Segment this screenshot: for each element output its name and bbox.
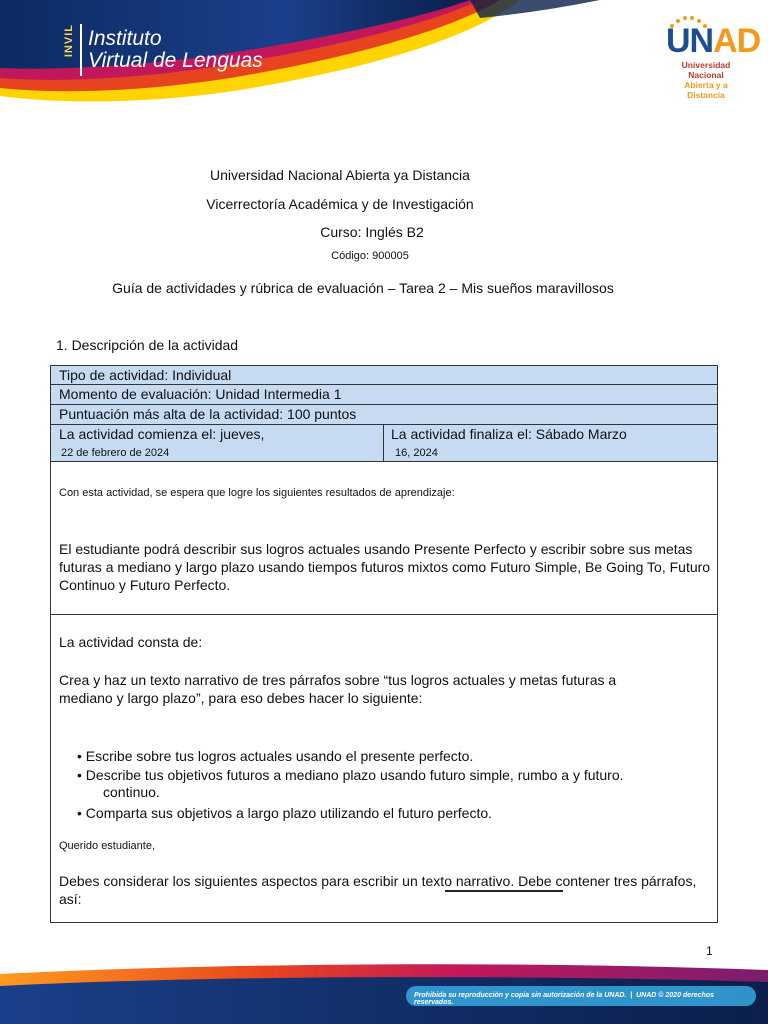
- row-activity-type: [51, 366, 717, 385]
- dates-divider: [383, 425, 384, 461]
- footer-right-text: UNAD © 2020 derechos reservados.: [414, 992, 715, 1006]
- row-max-score: [51, 405, 717, 425]
- end-date: 16, 2024: [395, 447, 438, 459]
- footer-text: Prohibida su reproducción y copia sin autorización de la UNAD. | UNAD © 2020 derechos reservados.: [414, 992, 715, 1006]
- unad-wordmark-ad: AD: [713, 22, 761, 60]
- activity-type-text: Tipo de actividad: Individual: [59, 367, 232, 383]
- row-dates: [51, 425, 717, 462]
- unad-subtitle-2: Abierta y a Distancia: [684, 80, 728, 100]
- course-title: Curso: Inglés B2: [320, 224, 424, 240]
- unad-logo: [666, 22, 761, 100]
- guide-title: Guía de actividades y rúbrica de evaluación – Tarea 2 – Mis sueños maravillosos: [112, 280, 614, 296]
- outcome-text: El estudiante podrá describir sus logros actuales usando Presente Perfecto y escribir sobre sus metas futuras a mediano y largo plazo usando tiempos futuros mixtos como Futuro Simple, Be Going To, Futuro Continuo y Futuro Perfecto.: [59, 541, 711, 593]
- institute-line1: Instituto: [88, 27, 162, 50]
- unad-wordmark-un: UN: [666, 22, 714, 60]
- bullet-2: • Describe tus objetivos futuros a mediano plazo usando futuro simple, rumbo a y futuro.: [77, 767, 624, 783]
- consists-of-label: La actividad consta de:: [59, 634, 203, 650]
- task-text: Crea y haz un texto narrativo de tres párrafos sobre “tus logros actuales y metas futuras a mediano y largo plazo”, para eso debes hacer lo siguiente:: [59, 672, 617, 706]
- unad-wordmark: [666, 22, 761, 60]
- activity-table: [50, 365, 718, 923]
- start-date: 22 de febrero de 2024: [61, 447, 170, 459]
- evaluation-moment-text: Momento de evaluación: Unidad Intermedia 1: [59, 386, 342, 402]
- invil-vertical-label: INVIL: [63, 24, 75, 58]
- logo-divider: [80, 24, 82, 76]
- outcomes-divider: [51, 614, 717, 615]
- section-title: 1. Descripción de la actividad: [56, 337, 239, 353]
- max-score-text: Puntuación más alta de la actividad: 100 puntos: [59, 406, 357, 422]
- dear-student: Querido estudiante,: [59, 840, 156, 852]
- bullet-3: • Comparta sus objetivos a largo plazo utilizando el futuro perfecto.: [77, 805, 493, 821]
- start-label: La actividad comienza el: jueves,: [59, 426, 265, 442]
- bullet-1: • Escribe sobre tus logros actuales usando el presente perfecto.: [77, 748, 474, 764]
- outcomes-intro: Con esta actividad, se espera que logre los siguientes resultados de aprendizaje:: [59, 487, 455, 499]
- institute-logo-text: [88, 28, 263, 72]
- course-code: Código: 900005: [331, 250, 409, 262]
- footer-left-text: Prohibida su reproducción y copia sin autorización de la UNAD.: [414, 992, 627, 999]
- institute-line2: Virtual de Lenguas: [88, 49, 263, 72]
- page-number: 1: [706, 944, 713, 958]
- unad-subtitle-1: Universidad Nacional: [681, 60, 731, 80]
- consider-text: Debes considerar los siguientes aspectos para escribir un texto narrativo. Debe contener tres párrafos, así:: [59, 873, 697, 907]
- vicerrectoria-title: Vicerrectoría Académica y de Investigación: [206, 196, 474, 212]
- university-title: Universidad Nacional Abierta ya Distancia: [210, 167, 470, 183]
- end-label: La actividad finaliza el: Sábado Marzo: [391, 426, 627, 442]
- bullet-2-continuation: continuo.: [103, 784, 160, 800]
- row-evaluation-moment: [51, 385, 717, 405]
- underline-mark: [445, 890, 563, 892]
